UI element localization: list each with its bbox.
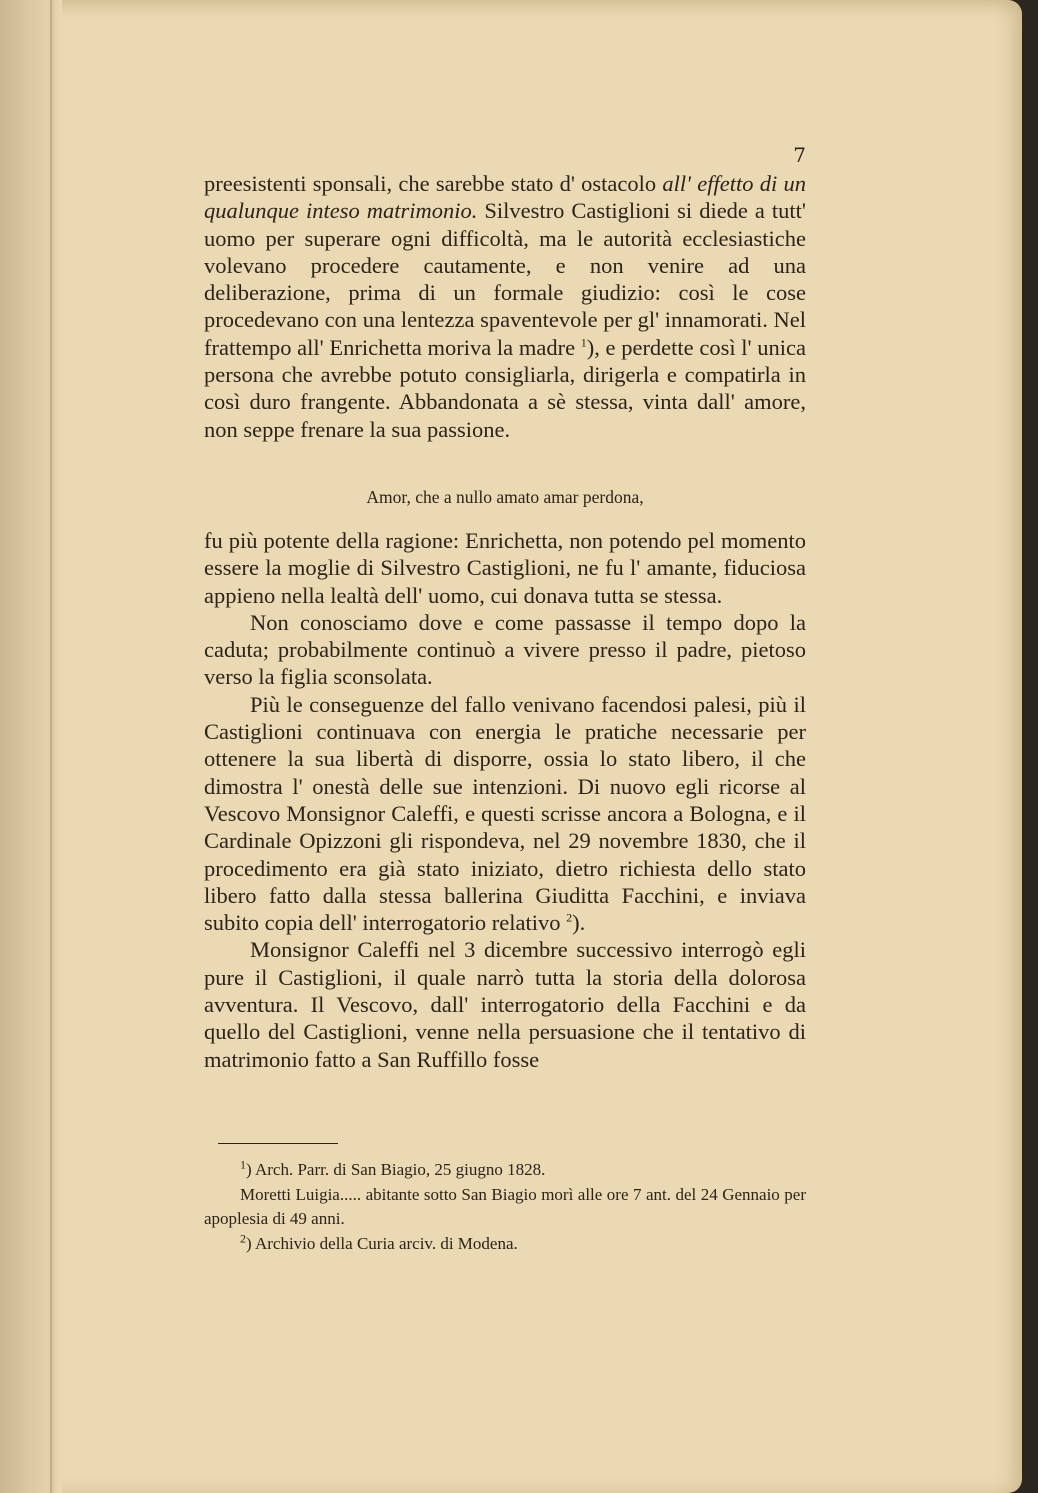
paragraph-1-italic: all' effetto di un qualunque inteso matrimonio. — [204, 171, 807, 224]
paragraph-2: fu più potente della ragione: Enrichetta, non potendo pel momento essere la moglie di Silvestro Castiglioni, ne fu l' amante, fiduciosa appieno nella lealtà dell' uomo, cui donava tutta se stessa. — [204, 528, 806, 608]
paragraph-1-lead: preesistenti sponsali, che sarebbe stato d' ostacolo — [204, 171, 663, 196]
page-number: 7 — [793, 143, 806, 167]
paragraph-1-body: Silvestro Castiglioni si diede a tutt' uomo per superare ogni difficoltà, ma le autorità ecclesiastiche volevano procedere cautamente, e non venire ad una deliberazione, prima di un formale giudizio: così le cose procedevano con una lentezza spaventevole per gl' innamorati. Nel frattempo all' Enrichetta moriva la madre — [204, 198, 806, 360]
footnote-2-marker: 2 — [240, 1230, 246, 1245]
paragraph-5: Monsignor Caleffi nel 3 dicembre successivo interrogò egli pure il Castiglioni, il quale narrò tutta la storia della dolorosa avventura. Il Vescovo, dall' interrogatorio della Facchini e da quello del Castiglioni, venne nella persuasione che il tentativo di matrimonio fatto a San Ruffillo fosse — [204, 937, 806, 1072]
footnote-2-text: ) Archivio della Curia arciv. di Modena. — [246, 1233, 518, 1253]
footnote-1-line-2: Moretti Luigia..... abitante sotto San Biagio morì alle ore 7 ant. del 24 Gennaio per apoplesia di 49 anni. — [204, 1184, 806, 1228]
paragraph-4 — [204, 691, 806, 937]
footnote-1-line-1 — [204, 1158, 806, 1183]
main-text-bottom — [204, 527, 806, 1073]
page-gutter — [0, 0, 62, 1493]
footnote-ref-2: 2 — [566, 910, 573, 925]
paragraph-3: Non conosciamo dove e come passasse il tempo dopo la caduta; probabilmente continuò a vivere presso il padre, pietoso verso la figlia sconsolata. — [204, 609, 806, 690]
footnote-2 — [204, 1232, 806, 1257]
footnote-1-marker: 1 — [240, 1157, 246, 1172]
verse-quote: Amor, che a nullo amato amar perdona, — [366, 487, 644, 507]
paragraph-1-tail: ), e perdette così l' unica persona che avrebbe potuto consigliarla, dirigerla e compatirla in così duro frangente. Abbandonata a sè stessa, vinta dall' amore, non seppe frenare la sua passione. — [204, 334, 806, 442]
footnote-separator — [218, 1143, 338, 1144]
footnote-ref-1: 1 — [580, 335, 587, 350]
paragraph-4-body: Più le conseguenze del fallo venivano facendosi palesi, più il Castiglioni continuava con energia le pratiche necessarie per ottenere la sua libertà di disporre, ossia lo stato libero, il che dimostra l' onestà delle sue intenzioni. Di nuovo egli ricorse al Vescovo Monsignor Caleffi, e questi scrisse ancora a Bologna, e il Cardinale Opizzoni gli rispondeva, nel 29 novembre 1830, che il procedimento era già stato iniziato, dietro richiesta dello stato libero fatto dalla stessa ballerina Giuditta Facchini, e inviava subito copia dell' interrogatorio relativo — [204, 691, 806, 936]
footnotes — [204, 1158, 806, 1256]
paragraph-1 — [204, 170, 806, 443]
gutter-fold-line — [50, 0, 52, 1493]
footnote-1-text: ) Arch. Parr. di San Biagio, 25 giugno 1828. — [246, 1160, 546, 1179]
paragraph-4-tail: ). — [572, 910, 586, 936]
main-text-top — [204, 170, 806, 443]
